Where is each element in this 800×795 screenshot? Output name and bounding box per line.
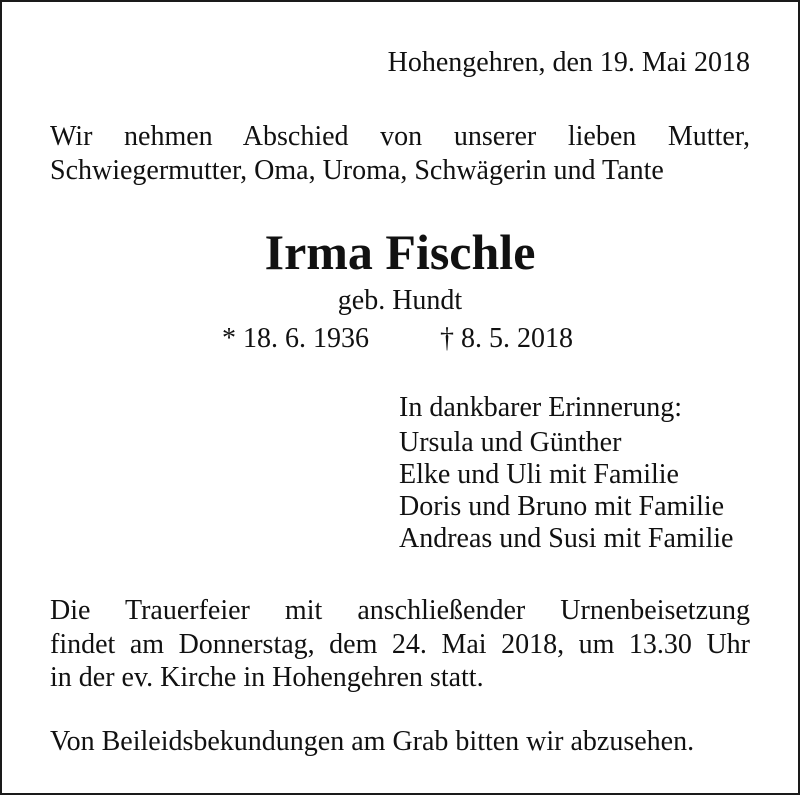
deceased-name: Irma Fischle bbox=[264, 224, 536, 280]
maiden-name: geb. Hundt bbox=[337, 285, 463, 316]
condolence-request: Von Beileidsbekundungen am Grab bitten wir abzusehen. bbox=[50, 726, 695, 757]
birth-date: * 18. 6. 1936 bbox=[222, 323, 369, 354]
ceremony-text bbox=[50, 594, 750, 695]
dateline: Hohengehren, den 19. Mai 2018 bbox=[387, 47, 750, 78]
intro-line: Schwiegermutter, Oma, Uroma, Schwägerin und Tante bbox=[50, 154, 664, 186]
ceremony-line: in der ev. Kirche in Hohengehren statt. bbox=[50, 662, 484, 694]
ceremony-line: findet am Donnerstag, dem 24. Mai 2018, um 13.30 Uhr bbox=[50, 628, 750, 660]
mourner: Andreas und Susi mit Familie bbox=[399, 523, 734, 554]
intro-text bbox=[50, 120, 750, 187]
mourner: Elke und Uli mit Familie bbox=[399, 459, 679, 490]
death-date: † 8. 5. 2018 bbox=[440, 323, 573, 354]
mourners-list bbox=[399, 427, 733, 555]
memory-heading: In dankbarer Erinnerung: bbox=[399, 392, 682, 423]
ceremony-line: Die Trauerfeier mit anschließender Urnenbeisetzung bbox=[50, 595, 750, 626]
mourner: Ursula und Günther bbox=[399, 427, 622, 458]
intro-line: Wir nehmen Abschied von unserer lieben Mutter, bbox=[50, 121, 750, 152]
mourner: Doris und Bruno mit Familie bbox=[399, 491, 725, 522]
